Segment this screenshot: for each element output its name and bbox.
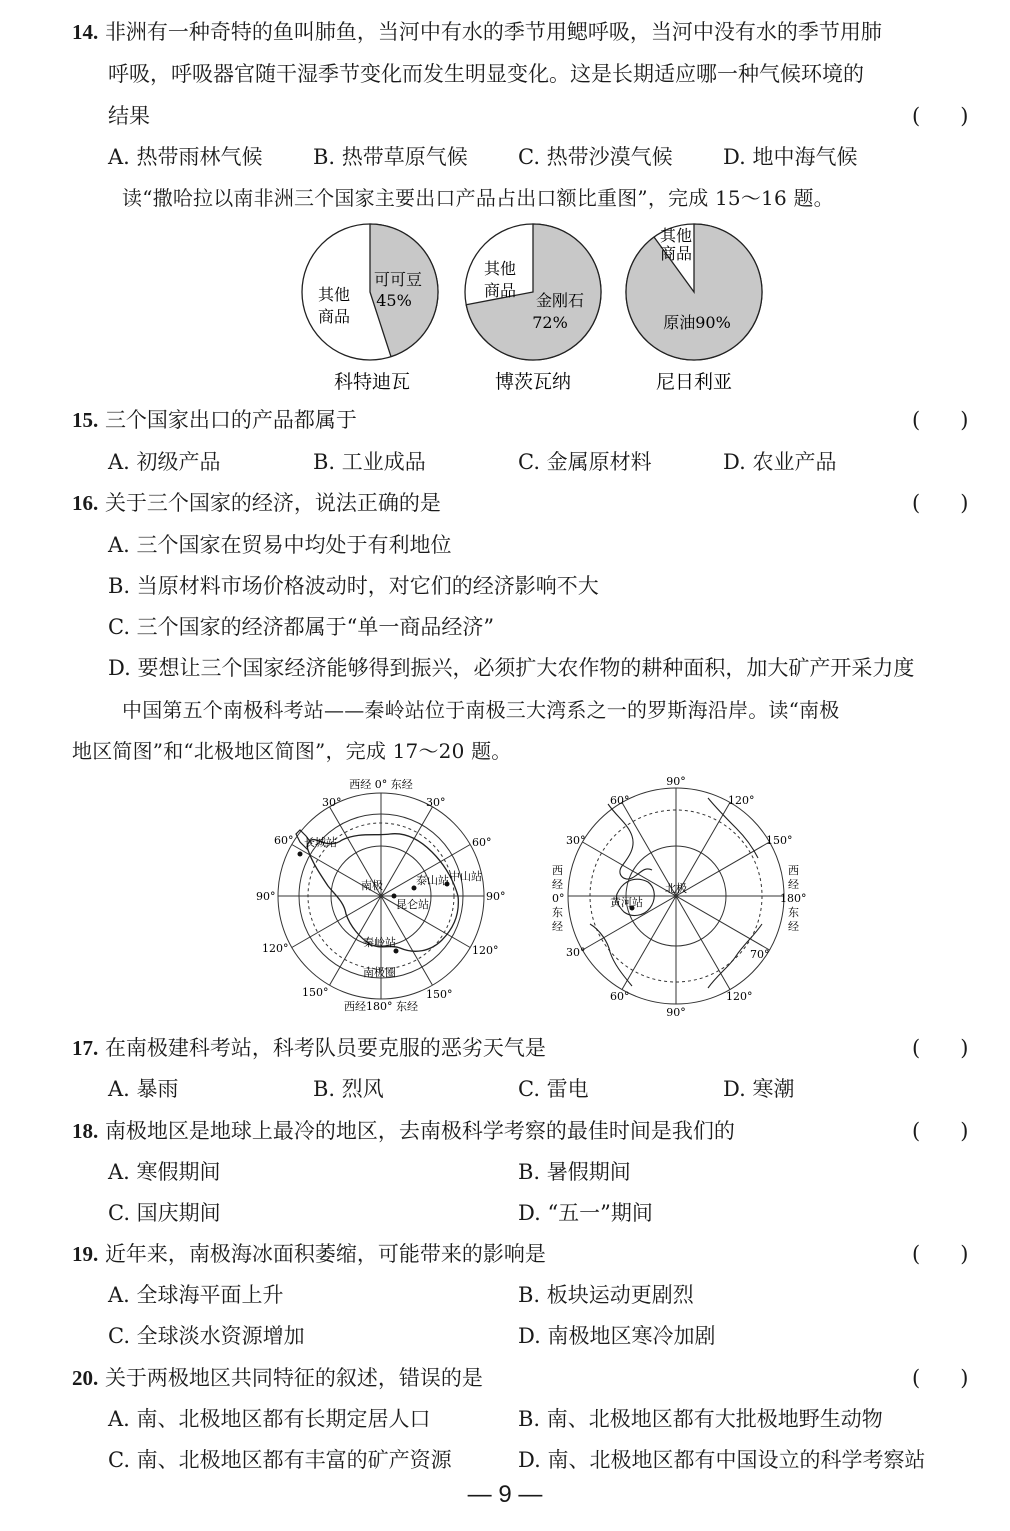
pie3-other-l2: 商品 [659,244,693,263]
q17-option-b: B. 烈风 [313,1077,384,1101]
q16-option-c: C. 三个国家的经济都属于“单一商品经济” [108,615,495,639]
q14-line3: 结果 [108,104,150,128]
pie2-main-pct: 72% [532,313,568,332]
arctic-lon-150-right-top: 150° [766,834,793,847]
q19-text: 近年来，南极海冰面积萎缩，可能带来的影响是 [104,1242,546,1266]
arctic-lon-60-bottom: 60° [610,990,630,1003]
q16-stem [72,489,441,517]
q15-option-a: A. 初级产品 [108,450,221,474]
pie3-main-label: 原油90% [663,313,731,332]
antarctic-lon-60e: 60° [472,836,492,849]
page-number: — 9 — [467,1481,543,1508]
arctic-zero: 0° [552,892,565,905]
antarctic-bottom-label: 西经180° 东经 [344,1000,418,1013]
q19-option-d: D. 南极地区寒冷加剧 [518,1324,716,1348]
q20-answer-blank: ( ) [912,1366,969,1390]
q16-number: 16. [72,491,99,515]
pie1-other-l1: 其他 [317,285,351,304]
zhongshan-label: 中山站 [449,870,482,883]
intro-17-20-line1: 中国第五个南极科考站——秦岭站位于南极三大湾系之一的罗斯海沿岸。读“南极 [122,698,840,722]
pie2-other-l2: 商品 [483,281,517,300]
q20-number: 20. [72,1366,99,1390]
antarctic-map [250,774,520,1018]
q14-line1 [72,18,882,46]
antarctic-lon-60w: 60° [274,834,294,847]
arctic-lon-70: 70° [750,948,770,961]
arctic-west-l1: 西 [552,864,563,877]
arctic-east-l2: 经 [552,920,563,933]
kunlun-label: 昆仑站 [396,898,429,911]
q20-option-c: C. 南、北极地区都有丰富的矿产资源 [108,1448,452,1472]
antarctic-top-label: 西经 0° 东经 [349,778,413,791]
q18-answer-blank: ( ) [912,1119,969,1143]
antarctic-lon-120e: 120° [472,944,499,957]
antarctic-circle-label: 南极圈 [363,966,396,979]
q15-stem [72,406,357,434]
arctic-lon-120-top: 120° [728,794,755,807]
great-wall-label: 长城站 [304,836,337,849]
arctic-right-east-l1: 东 [788,906,799,919]
antarctic-lon-30e: 30° [426,796,446,809]
q17-option-a: A. 暴雨 [108,1077,179,1101]
arctic-right-e180: 180° [780,892,806,905]
arctic-right-west-l2: 经 [788,878,799,891]
q18-option-b: B. 暑假期间 [518,1160,631,1184]
q18-text: 南极地区是地球上最冷的地区，去南极科学考察的最佳时间是我们的 [104,1119,735,1143]
q18-option-c: C. 国庆期间 [108,1201,221,1225]
q18-option-d: D. “五一”期间 [518,1201,653,1225]
antarctic-lon-90e: 90° [486,890,506,903]
arctic-lon-30-left-top: 30° [566,834,586,847]
q15-answer-blank: ( ) [912,408,969,432]
q17-text: 在南极建科考站，科考队员要克服的恶劣天气是 [104,1036,546,1060]
q16-option-a: A. 三个国家在贸易中均处于有利地位 [108,533,452,557]
arctic-lon-90-bottom: 90° [666,1006,686,1018]
q17-option-d: D. 寒潮 [723,1077,795,1101]
q15-option-d: D. 农业产品 [723,450,837,474]
q19-option-c: C. 全球淡水资源增加 [108,1324,305,1348]
q14-option-b: B. 热带草原气候 [313,145,468,169]
arctic-west-l2: 经 [552,878,563,891]
intro-17-20-line2: 地区简图”和“北极地区简图”，完成 17～20 题。 [72,739,512,763]
q15-option-b: B. 工业成品 [313,450,426,474]
q14-text-1: 非洲有一种奇特的鱼叫肺鱼，当河中有水的季节用鳃呼吸，当河中没有水的季节用肺 [104,20,882,44]
q14-option-c: C. 热带沙漠气候 [518,145,673,169]
antarctic-lon-150e: 150° [426,988,453,1001]
intro-15-16: 读“撒哈拉以南非洲三个国家主要出口产品占出口额比重图”，完成 15～16 题。 [122,186,834,210]
great-wall-station-dot [298,852,303,857]
q18-stem [72,1117,735,1145]
arctic-lon-120-bottom: 120° [726,990,753,1003]
q16-answer-blank: ( ) [912,491,969,515]
qinling-station-dot [394,949,399,954]
antarctic-lon-150w: 150° [302,986,329,999]
arctic-map [548,774,806,1018]
export-pie-charts [290,222,780,397]
q19-stem [72,1240,546,1268]
q17-option-c: C. 雷电 [518,1077,589,1101]
yellow-river-label: 黄河站 [610,896,643,909]
q14-line2: 呼吸，呼吸器官随干湿季节变化而发生明显变化。这是长期适应哪一种气候环境的 [108,62,864,86]
arctic-right-east-l2: 经 [788,920,799,933]
q17-answer-blank: ( ) [912,1036,969,1060]
q19-answer-blank: ( ) [912,1242,969,1266]
arctic-pole-label: 北极 [665,882,687,895]
arctic-lon-60-top: 60° [610,794,630,807]
q19-option-a: A. 全球海平面上升 [108,1283,284,1307]
q15-number: 15. [72,408,99,432]
pie1-other-l2: 商品 [317,307,351,326]
pie3-country: 尼日利亚 [655,371,733,393]
pie2-country: 博茨瓦纳 [494,371,572,393]
arctic-lon-30-left-bottom: 30° [566,946,586,959]
q14-option-a: A. 热带雨林气候 [108,145,263,169]
q15-option-c: C. 金属原材料 [518,450,652,474]
pie2-other-l1: 其他 [483,259,517,278]
pie2-main-label: 金刚石 [535,291,585,310]
q15-text: 三个国家出口的产品都属于 [104,408,357,432]
pie1-country: 科特迪瓦 [333,371,411,393]
q16-text: 关于三个国家的经济，说法正确的是 [104,491,441,515]
arctic-lon-90-top: 90° [666,775,686,788]
antarctic-pole-label: 南极 [361,879,383,892]
pie1-main-label: 可可豆 [373,270,423,289]
q14-answer-blank: ( ) [912,104,969,128]
q20-option-b: B. 南、北极地区都有大批极地野生动物 [518,1407,883,1431]
q20-option-a: A. 南、北极地区都有长期定居人口 [108,1407,431,1431]
pie3-other-l1: 其他 [659,226,693,245]
antarctic-lon-30w: 30° [322,796,342,809]
q17-stem [72,1034,546,1062]
q20-stem [72,1364,483,1392]
q18-number: 18. [72,1119,99,1143]
q19-option-b: B. 板块运动更剧烈 [518,1283,694,1307]
antarctic-lon-120w: 120° [262,942,289,955]
pie-slice-crude-oil [626,224,762,360]
q14-option-d: D. 地中海气候 [723,145,858,169]
q16-option-b: B. 当原材料市场价格波动时，对它们的经济影响不大 [108,574,599,598]
q17-number: 17. [72,1036,99,1060]
arctic-right-west-l1: 西 [788,864,799,877]
arctic-east-l1: 东 [552,906,563,919]
pie1-main-pct: 45% [376,291,412,310]
q20-text: 关于两极地区共同特征的叙述，错误的是 [104,1366,483,1390]
q14-number: 14. [72,20,99,44]
q20-option-d: D. 南、北极地区都有中国设立的科学考察站 [518,1448,926,1472]
taishan-label: 泰山站 [416,874,449,887]
antarctic-lon-90w: 90° [256,890,276,903]
qinling-label: 秦岭站 [363,936,396,949]
q19-number: 19. [72,1242,99,1266]
q16-option-d: D. 要想让三个国家经济能够得到振兴，必须扩大农作物的耕种面积，加大矿产开采力度 [108,656,915,680]
q18-option-a: A. 寒假期间 [108,1160,221,1184]
